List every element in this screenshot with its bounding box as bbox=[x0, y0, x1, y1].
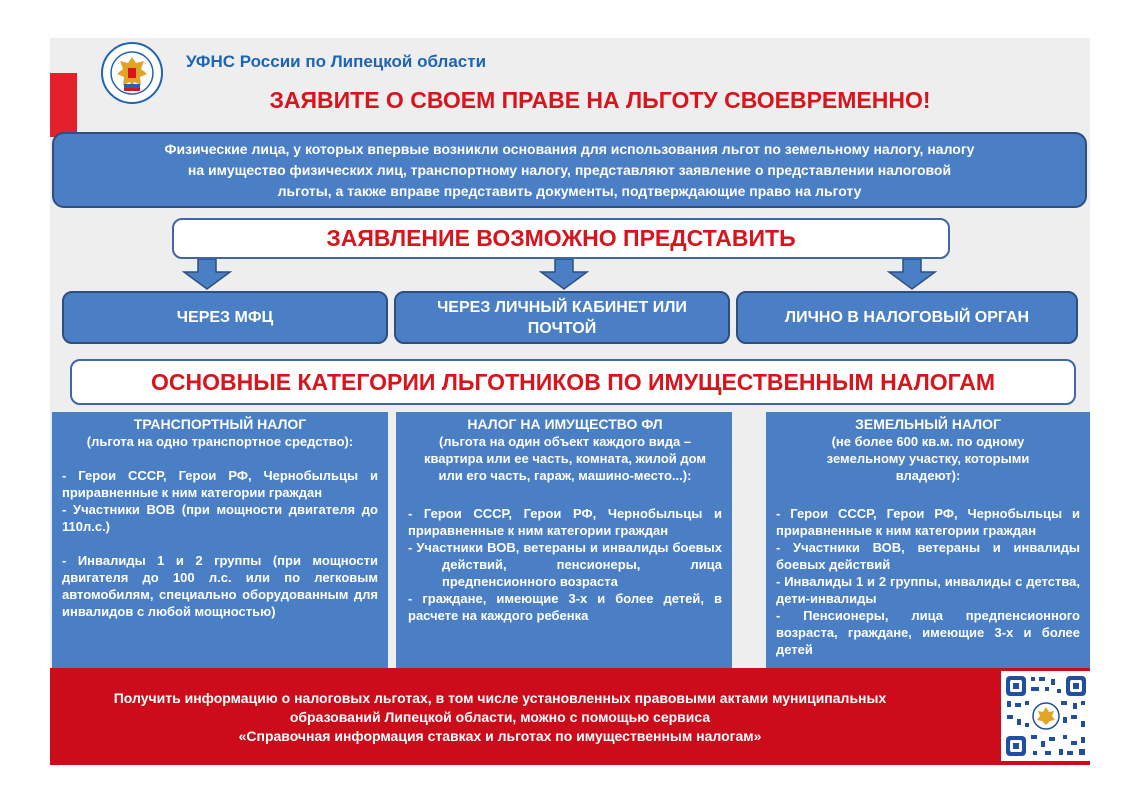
column-heading: НАЛОГ НА ИМУЩЕСТВО ФЛ bbox=[467, 416, 663, 432]
footer-text bbox=[60, 689, 940, 746]
org-name: УФНС России по Липецкой области bbox=[186, 52, 487, 71]
list-item: - граждане, имеющие 3-х и более детей, в расчете на каждого ребенка bbox=[408, 591, 722, 623]
qr-code-icon[interactable] bbox=[1001, 671, 1091, 761]
list-item: - Инвалиды 1 и 2 группы, инвалиды с детства, дети-инвалиды bbox=[776, 574, 1080, 606]
info-line: на имущество физических лиц, транспортному налогу, представляют заявление о представлении налоговой bbox=[187, 162, 952, 178]
way-cabinet-mail: ЧЕРЕЗ ЛИЧНЫЙ КАБИНЕТ ИЛИ ПОЧТОЙ bbox=[394, 291, 730, 344]
list-item: - Герои СССР, Герои РФ, Чернобыльцы и приравненные к ним категории граждан bbox=[408, 506, 722, 538]
footer-line: образований Липецкой области, можно с помощью сервиса bbox=[289, 709, 711, 725]
info-box bbox=[52, 132, 1087, 208]
categories-title: ОСНОВНЫЕ КАТЕГОРИИ ЛЬГОТНИКОВ ПО ИМУЩЕСТВЕННЫМ НАЛОГАМ bbox=[70, 359, 1076, 405]
list-item: - Участники ВОВ, ветераны и инвалиды боевых действий, пенсионеры, лица предпенсионного возраста bbox=[408, 540, 722, 589]
column-subheading: (льгота на одно транспортное средство): bbox=[86, 434, 354, 449]
column-heading: ЗЕМЕЛЬНЫЙ НАЛОГ bbox=[855, 416, 1001, 432]
page-title: ЗАЯВИТЕ О СВОЕМ ПРАВЕ НА ЛЬГОТУ СВОЕВРЕМЕННО! bbox=[269, 87, 931, 113]
list-item: - Участники ВОВ, ветераны и инвалиды боевых действий bbox=[776, 540, 1080, 572]
way-tax-office: ЛИЧНО В НАЛОГОВЫЙ ОРГАН bbox=[736, 291, 1078, 344]
transport-tax-column bbox=[52, 412, 388, 668]
list-item: - Герои СССР, Герои РФ, Чернобыльцы и приравненные к ним категории граждан bbox=[776, 506, 1080, 538]
arrow-down-icon bbox=[182, 259, 232, 290]
red-accent-tab bbox=[50, 73, 77, 137]
submit-title: ЗАЯВЛЕНИЕ ВОЗМОЖНО ПРЕДСТАВИТЬ bbox=[172, 218, 950, 259]
column-subheading: (льгота на один объект каждого вида – квартира или ее часть, комната, жилой дом или его часть, гараж, машино-место...): bbox=[423, 434, 707, 483]
arrow-down-icon bbox=[539, 259, 589, 290]
list-item: - Инвалиды 1 и 2 группы (при мощности двигателя до 100 л.с. или по легковым автомобилям, специально оборудованным для инвалидов с любой мощностью) bbox=[62, 553, 378, 619]
column-heading: ТРАНСПОРТНЫЙ НАЛОГ bbox=[133, 416, 307, 432]
arrow-down-icon bbox=[887, 259, 937, 290]
list-item: - Герои СССР, Герои РФ, Чернобыльцы и приравненные к ним категории граждан bbox=[62, 468, 378, 500]
info-line: льготы, а также вправе представить документы, подтверждающие право на льготу bbox=[277, 183, 862, 199]
footer-line: «Справочная информация ставках и льготах по имущественным налогам» bbox=[238, 728, 762, 744]
list-item: - Участники ВОВ (при мощности двигателя до 110л.с.) bbox=[62, 502, 378, 534]
property-tax-column bbox=[396, 412, 732, 668]
land-tax-column bbox=[766, 412, 1090, 668]
column-subheading: (не более 600 кв.м. по одному земельному участку, которыми владеют): bbox=[826, 434, 1030, 483]
footer-line: Получить информацию о налоговых льготах, в том числе установленных правовыми актами муниципальных bbox=[113, 690, 887, 706]
info-line: Физические лица, у которых впервые возникли основания для использования льгот по земельному налогу, налогу bbox=[164, 141, 975, 157]
way-mfc: ЧЕРЕЗ МФЦ bbox=[62, 291, 388, 344]
list-item: - Пенсионеры, лица предпенсионного возраста, граждане, имеющие 3-х и более детей bbox=[776, 608, 1080, 657]
